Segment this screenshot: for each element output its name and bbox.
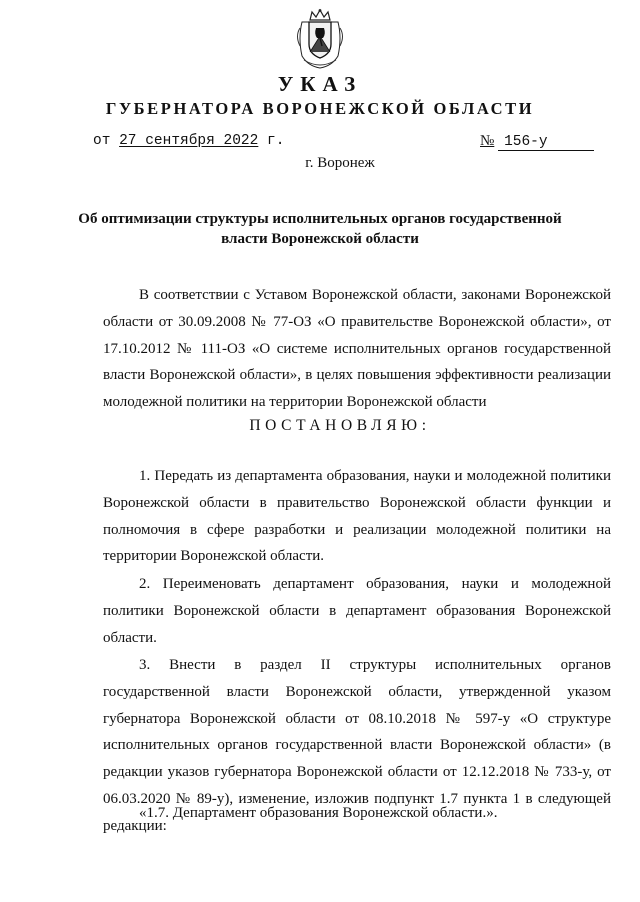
document-heading: Об оптимизации структуры исполнительных органов государственной власти Воронежской области <box>78 211 562 247</box>
document-number <box>480 133 610 151</box>
date-value: 27 сентября 2022 <box>119 133 259 149</box>
item-1 <box>103 463 611 570</box>
number-value: 156-у <box>498 134 594 151</box>
city: г. Воронеж <box>305 155 375 171</box>
quoted-subitem: «1.7. Департамент образования Воронежской области.». <box>139 805 498 821</box>
item-1-text: 1. Передать из департамента образования, науки и молодежной политики Воронежской области в правительство Воронежской области функции и полномочия в сфере разработки и реализации молодежной политики на территории Воронежской области. <box>103 468 611 565</box>
item-3-text: 3. Внести в раздел II структуры исполнительных органов государственной власти Воронежской области, утвержденной указом губернатора Воронежской области от 08.10.2018 № 597-у «О структуре исполнительных органов государственной власти Воронежской области» (в редакции указов губернатора Воронежской области от 12.12.2018 № 733-у, от 06.03.2020 № 89-у), изменение, изложив подпункт 1.7 пункта 1 в следующей редакции: <box>103 657 611 834</box>
document-title: УКАЗ <box>277 72 363 96</box>
preamble-text: В соответствии с Уставом Воронежской области, законами Воронежской области от 30.09.2008 № 77-ОЗ «О правительстве Воронежской области», от 17.10.2012 № 111-ОЗ «О системе исполнительных органов государственной власти Воронежской области», в целях повышения эффективности реализации молодежной политики на территории Воронежской области <box>103 287 611 411</box>
number-sign: № <box>480 133 495 149</box>
date-suffix: г. <box>267 133 285 149</box>
item-2 <box>103 571 611 651</box>
item-2-text: 2. Переименовать департамент образования, науки и молодежной политики Воронежской области в департамент образования Воронежской области. <box>103 576 611 646</box>
document-subtitle: ГУБЕРНАТОРА ВОРОНЕЖСКОЙ ОБЛАСТИ <box>105 99 535 118</box>
coat-of-arms-icon <box>292 8 348 70</box>
date-prefix: от <box>93 133 111 149</box>
preamble-paragraph <box>103 282 611 416</box>
date-line <box>93 133 284 149</box>
decree-word: ПОСТАНОВЛЯЮ: <box>249 417 431 434</box>
